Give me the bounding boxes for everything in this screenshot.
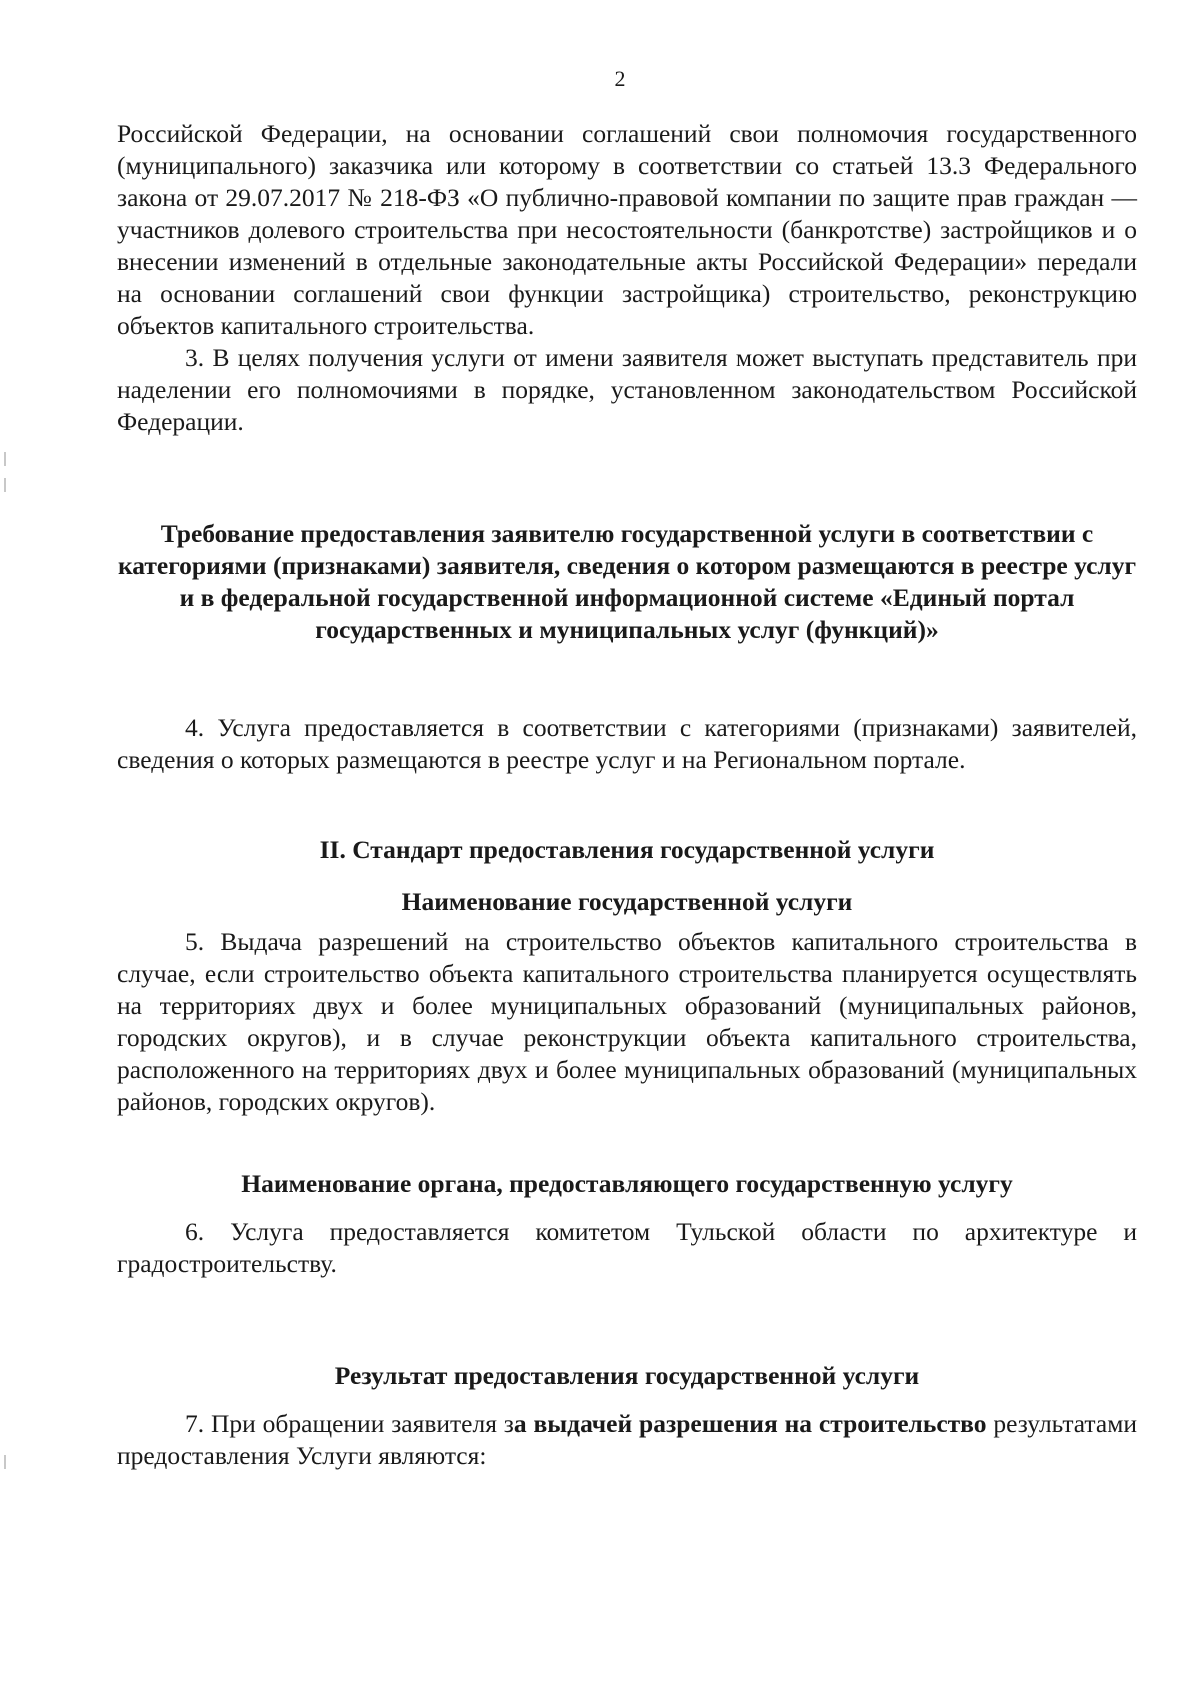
heading-authority: Наименование органа, предоставляющего государственную услугу [241, 1169, 1013, 1198]
paragraph-intro-continuation: Российской Федерации, на основании соглашений свои полномочия государственного (муниципального) заказчика или которому в соответствии со статьей 13.3 Федерального закона от 29.07.2017 № 218-ФЗ «О публично-правовой компании по защите прав граждан — участников долевого строительства при несостоятельности (банкротстве) застройщиков и о внесении изменений в отдельные законодательные акты Российской Федерации» передали на основании соглашений свои функции застройщика) строительство, реконструкцию объектов капитального строительства. [117, 119, 1137, 340]
heading-result: Результат предоставления государственной услуги [334, 1361, 920, 1390]
document-body [117, 118, 1137, 1472]
scan-artifact [4, 452, 6, 466]
heading-requirement: Требование предоставления заявителю государственной услуги в соответствии с категориями (признаками) заявителя, сведения о котором размещаются в реестре услуг и в федеральной государственной информационной системе «Единый портал государственных и муниципальных услуг (функций)» [117, 519, 1137, 644]
paragraph-3: 3. В целях получения услуги от имени заявителя может выступать представитель при наделении его полномочиями в порядке, установленном законодательством Российской Федерации. [117, 343, 1137, 436]
heading-section-2: II. Стандарт предоставления государственной услуги [319, 835, 935, 864]
scan-artifact [4, 478, 6, 492]
paragraph-4: 4. Услуга предоставляется в соответствии с категориями (признаками) заявителей, сведения о которых размещаются в реестре услуг и на Региональном портале. [117, 713, 1137, 774]
paragraph-5: 5. Выдача разрешений на строительство объектов капитального строительства в случае, если строительство объекта капитального строительства планируется осуществлять на территориях двух и более муниципальных образований (муниципальных районов, городских округов), и в случае реконструкции объекта капитального строительства, расположенного на территориях двух и более муниципальных образований (муниципальных районов, городских округов). [117, 927, 1137, 1116]
page-number: 2 [614, 66, 626, 91]
paragraph-7-bold: а выдачей разрешения на строительство [513, 1409, 987, 1438]
paragraph-7-start: 7. При обращении заявителя з [185, 1409, 514, 1438]
scan-artifact [4, 1455, 6, 1469]
paragraph-7-end: результатами предоставления Услуги являются: [117, 1409, 1137, 1470]
paragraph-7 [117, 1408, 1137, 1472]
heading-service-name: Наименование государственной услуги [401, 887, 853, 916]
paragraph-6: 6. Услуга предоставляется комитетом Тульской области по архитектуре и градостроительству. [117, 1217, 1137, 1278]
